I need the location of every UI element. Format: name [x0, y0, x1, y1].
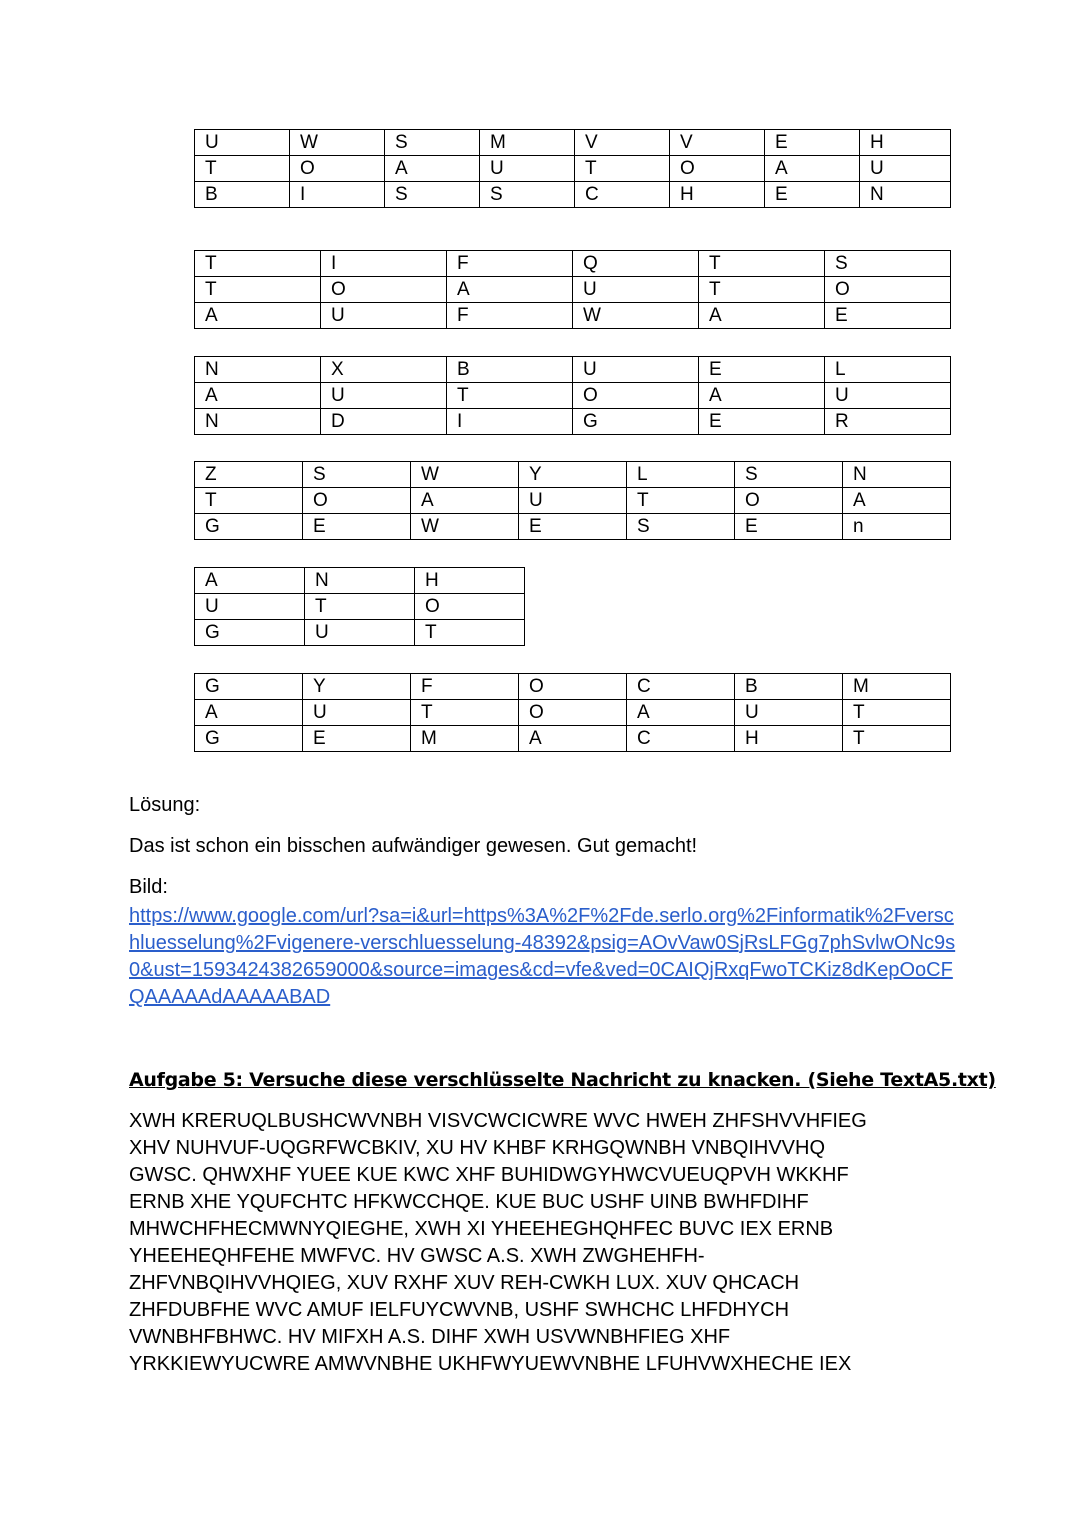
table-cell: Q — [573, 251, 699, 277]
table-cell: A — [195, 568, 305, 594]
table-row — [195, 568, 525, 594]
table-cell: X — [321, 357, 447, 383]
table-row — [195, 462, 951, 488]
table-cell: n — [843, 514, 951, 540]
ciphertext-line: XWH KRERUQLBUSHCWVNBH VISVCWCICWRE WVC HWEH ZHFSHVVHFIEG — [129, 1110, 867, 1132]
cipher-table-3 — [194, 356, 951, 435]
table-cell: C — [575, 182, 670, 208]
table-cell: N — [305, 568, 415, 594]
table-cell: T — [195, 156, 290, 182]
table-cell: U — [825, 383, 951, 409]
table-cell: F — [447, 303, 573, 329]
table-cell: N — [860, 182, 951, 208]
table-cell: U — [860, 156, 951, 182]
table-cell: E — [519, 514, 627, 540]
table-cell: T — [575, 156, 670, 182]
table-cell: G — [195, 620, 305, 646]
table-cell: C — [627, 726, 735, 752]
table-cell: G — [195, 514, 303, 540]
table-cell: G — [195, 674, 303, 700]
image-source-link[interactable]: https://www.google.com/url?sa=i&url=https%3A%2F%2Fde.serlo.org%2Finformatik%2Fverschluesselung%2Fvigenere-verschluesselung-48392&psig=AOvVaw0SjRsLFGg7phSvlwONc9s0&ust=1593424382659000&source=images&cd=vfe&ved=0CAIQjRxqFwoTCKiz8dKepOoCFQAAAAAdAAAAABAD — [129, 905, 956, 1008]
table-cell: Z — [195, 462, 303, 488]
table-cell: A — [385, 156, 480, 182]
table-cell: L — [627, 462, 735, 488]
table-row — [195, 156, 951, 182]
table-cell: F — [411, 674, 519, 700]
table-row — [195, 674, 951, 700]
table-cell: R — [825, 409, 951, 435]
ciphertext-line: ERNB XHE YQUFCHTC HFKWCCHQE. KUE BUC USHF UINB BWHFDIHF — [129, 1191, 809, 1213]
table-row — [195, 488, 951, 514]
table-row — [195, 700, 951, 726]
table-cell: O — [573, 383, 699, 409]
table-cell: O — [519, 700, 627, 726]
table-cell: B — [447, 357, 573, 383]
table-cell: V — [575, 130, 670, 156]
table-cell: U — [480, 156, 575, 182]
table-cell: H — [860, 130, 951, 156]
table-cell: O — [670, 156, 765, 182]
table-cell: B — [735, 674, 843, 700]
table-cell: E — [303, 514, 411, 540]
ciphertext-line: YHEEHEQHFEHE MWFVC. HV GWSC A.S. XWH ZWGHEHFH- — [129, 1245, 705, 1267]
solution-label: Lösung: — [129, 794, 201, 816]
table-cell: T — [305, 594, 415, 620]
table-cell: T — [447, 383, 573, 409]
table-cell: H — [415, 568, 525, 594]
table-cell: O — [321, 277, 447, 303]
table-cell: G — [573, 409, 699, 435]
table-cell: S — [627, 514, 735, 540]
image-label: Bild: — [129, 876, 168, 898]
table-cell: W — [411, 514, 519, 540]
table-cell: T — [195, 277, 321, 303]
table-cell: A — [519, 726, 627, 752]
cipher-table-5 — [194, 567, 525, 646]
table-cell: T — [843, 700, 951, 726]
table-cell: O — [735, 488, 843, 514]
table-row — [195, 357, 951, 383]
ciphertext-line: MHWCHFHECMWNYQIEGHE, XWH XI YHEEHEGHQHFEC BUVC IEX ERNB — [129, 1218, 834, 1240]
table-row — [195, 620, 525, 646]
table-cell: I — [447, 409, 573, 435]
table-cell: T — [411, 700, 519, 726]
table-cell: U — [195, 130, 290, 156]
table-cell: S — [303, 462, 411, 488]
table-cell: H — [670, 182, 765, 208]
table-cell: O — [825, 277, 951, 303]
table-cell: A — [195, 383, 321, 409]
table-cell: A — [627, 700, 735, 726]
table-cell: T — [195, 251, 321, 277]
ciphertext-line: GWSC. QHWXHF YUEE KUE KWC XHF BUHIDWGYHWCVUEUQPVH WKKHF — [129, 1164, 849, 1186]
table-cell: A — [843, 488, 951, 514]
table-cell: G — [195, 726, 303, 752]
ciphertext-line: XHV NUHVUF-UQGRFWCBKIV, XU HV KHBF KRHGQWNBH VNBQIHVVHQ — [129, 1137, 825, 1159]
task-title: Aufgabe 5: Versuche diese verschlüsselte Nachricht zu knacken. (Siehe TextA5.txt) — [129, 1069, 996, 1091]
table-cell: T — [627, 488, 735, 514]
table-cell: A — [195, 700, 303, 726]
table-cell: W — [411, 462, 519, 488]
table-row — [195, 251, 951, 277]
table-cell: D — [321, 409, 447, 435]
table-cell: H — [735, 726, 843, 752]
table-cell: Y — [303, 674, 411, 700]
table-cell: O — [290, 156, 385, 182]
table-cell: F — [447, 251, 573, 277]
table-cell: U — [573, 357, 699, 383]
table-cell: U — [305, 620, 415, 646]
cipher-table-2 — [194, 250, 951, 329]
table-cell: A — [765, 156, 860, 182]
table-cell: O — [415, 594, 525, 620]
table-cell: E — [699, 357, 825, 383]
table-cell: I — [321, 251, 447, 277]
table-cell: M — [411, 726, 519, 752]
table-cell: E — [699, 409, 825, 435]
table-row — [195, 726, 951, 752]
solution-text: Das ist schon ein bisschen aufwändiger gewesen. Gut gemacht! — [129, 835, 698, 857]
table-cell: T — [415, 620, 525, 646]
table-cell: T — [699, 277, 825, 303]
table-cell: E — [735, 514, 843, 540]
table-cell: U — [321, 383, 447, 409]
table-cell: O — [519, 674, 627, 700]
table-cell: N — [195, 409, 321, 435]
ciphertext-line: ZHFVNBQIHVVHQIEG, XUV RXHF XUV REH-CWKH LUX. XUV QHCACH — [129, 1272, 800, 1294]
table-cell: U — [519, 488, 627, 514]
table-cell: M — [480, 130, 575, 156]
table-cell: A — [195, 303, 321, 329]
table-row — [195, 130, 951, 156]
table-cell: B — [195, 182, 290, 208]
table-cell: U — [195, 594, 305, 620]
table-cell: E — [303, 726, 411, 752]
table-cell: E — [825, 303, 951, 329]
table-cell: L — [825, 357, 951, 383]
table-cell: V — [670, 130, 765, 156]
ciphertext-line: YRKKIEWYUCWRE AMWVNBHE UKHFWYUEWVNBHE LFUHVWXHECHE IEX — [129, 1353, 852, 1375]
table-cell: E — [765, 130, 860, 156]
table-cell: E — [765, 182, 860, 208]
table-row — [195, 303, 951, 329]
table-cell: S — [825, 251, 951, 277]
table-row — [195, 514, 951, 540]
table-cell: N — [195, 357, 321, 383]
table-row — [195, 594, 525, 620]
table-row — [195, 277, 951, 303]
table-cell: T — [699, 251, 825, 277]
cipher-table-1 — [194, 129, 951, 208]
table-cell: U — [573, 277, 699, 303]
table-cell: M — [843, 674, 951, 700]
table-row — [195, 182, 951, 208]
ciphertext-line: VWNBHFBHWC. HV MIFXH A.S. DIHF XWH USVWNBHFIEG XHF — [129, 1326, 731, 1348]
ciphertext-line: ZHFDUBFHE WVC AMUF IELFUYCWVNB, USHF SWHCHC LHFDHYCH — [129, 1299, 790, 1321]
table-cell: A — [699, 303, 825, 329]
table-cell: W — [290, 130, 385, 156]
table-cell: S — [480, 182, 575, 208]
table-cell: N — [843, 462, 951, 488]
table-cell: O — [303, 488, 411, 514]
table-cell: T — [195, 488, 303, 514]
cipher-table-6 — [194, 673, 951, 752]
table-cell: S — [385, 130, 480, 156]
table-cell: C — [627, 674, 735, 700]
table-cell: A — [699, 383, 825, 409]
table-cell: A — [447, 277, 573, 303]
table-cell: I — [290, 182, 385, 208]
table-cell: Y — [519, 462, 627, 488]
table-cell: U — [321, 303, 447, 329]
table-cell: U — [735, 700, 843, 726]
table-cell: U — [303, 700, 411, 726]
table-cell: S — [385, 182, 480, 208]
table-row — [195, 383, 951, 409]
ciphertext-block — [129, 1108, 959, 1378]
table-row — [195, 409, 951, 435]
table-cell: S — [735, 462, 843, 488]
table-cell: A — [411, 488, 519, 514]
cipher-table-4 — [194, 461, 951, 540]
table-cell: T — [843, 726, 951, 752]
table-cell: W — [573, 303, 699, 329]
